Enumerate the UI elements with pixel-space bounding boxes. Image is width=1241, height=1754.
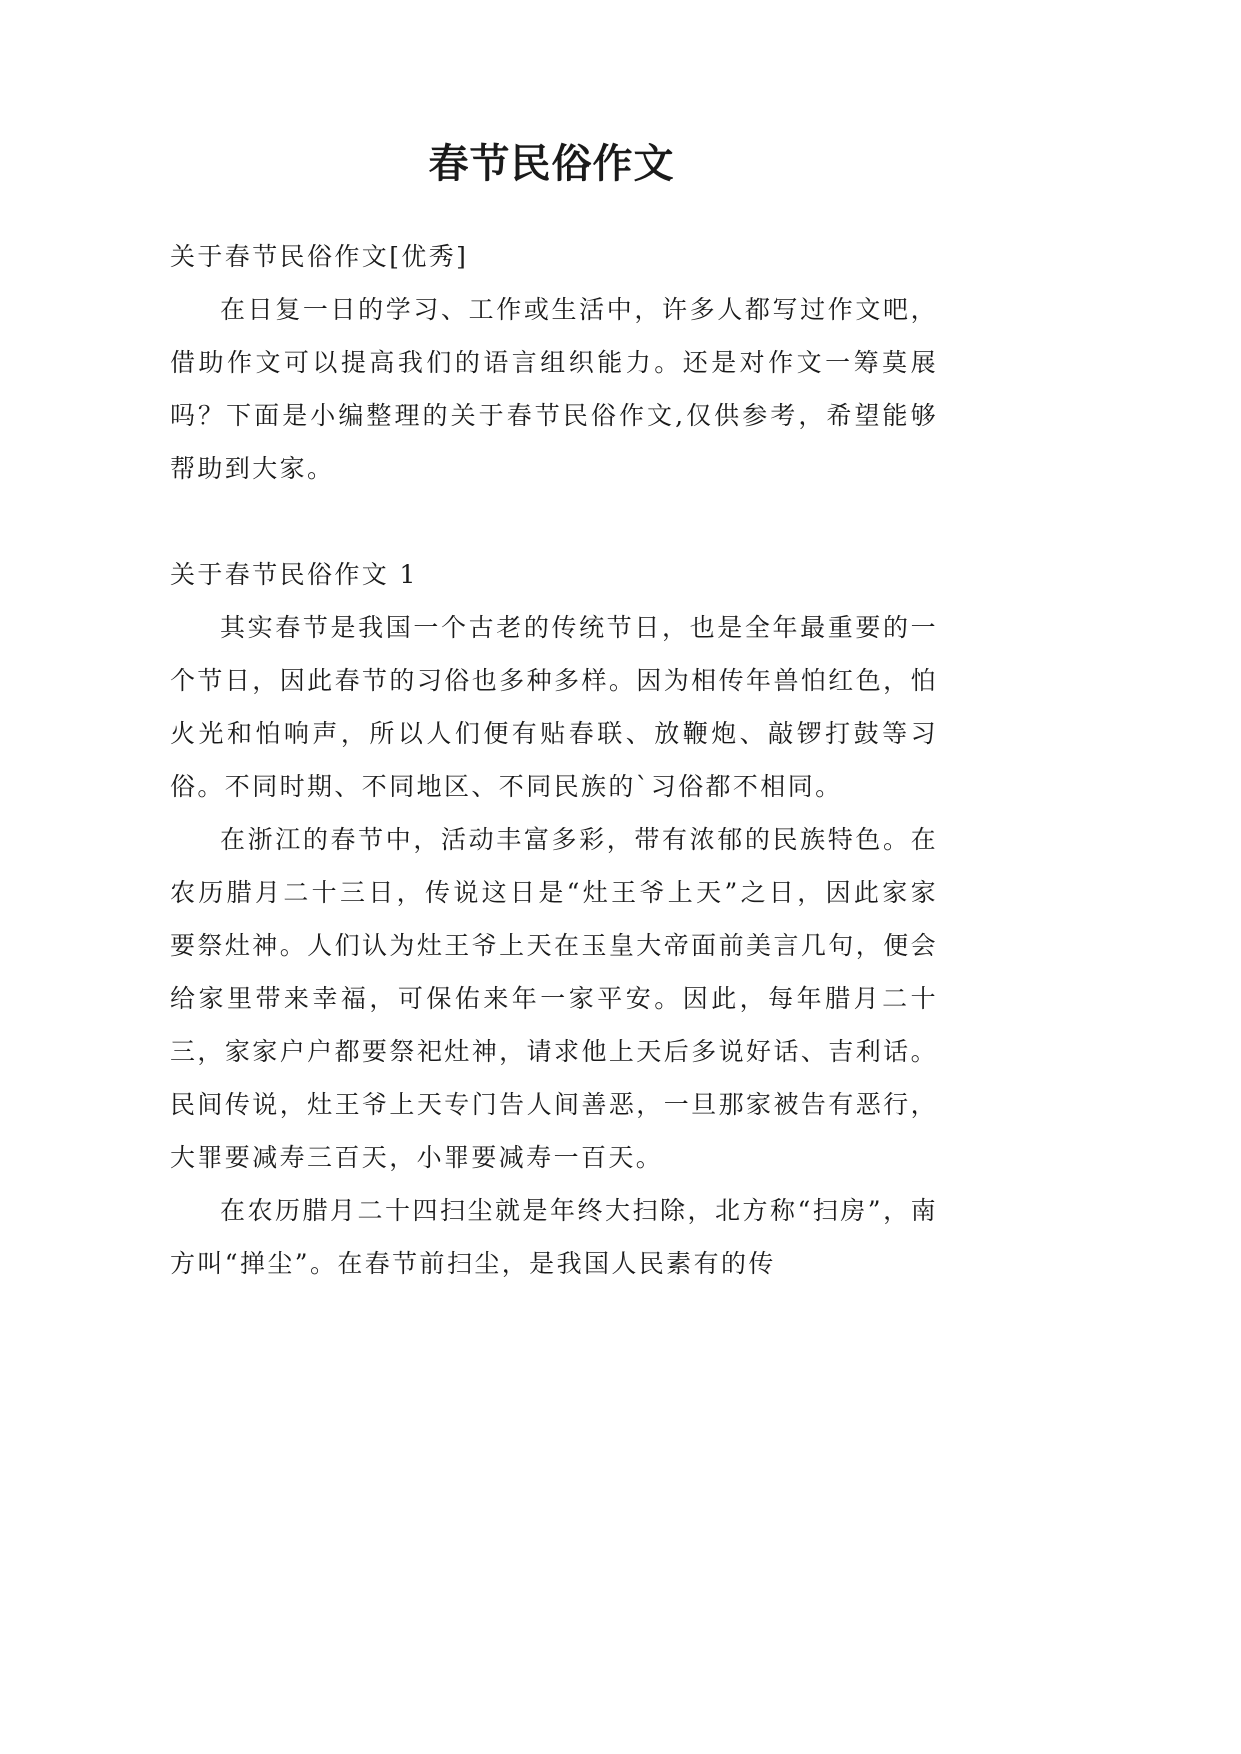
body-paragraph: 在农历腊月二十四扫尘就是年终大扫除，北方称“扫房”，南方叫“掸尘”。在春节前扫尘，是我国人民素有的传 — [170, 1196, 938, 1278]
document-title: 春节民俗作文 — [428, 141, 675, 187]
intro-paragraph: 在日复一日的学习、工作或生活中，许多人都写过作文吧，借助作文可以提高我们的语言组织能力。还是对作文一筹莫展吗？下面是小编整理的关于春节民俗作文,仅供参考，希望能够帮助到大家。 — [170, 295, 938, 483]
paragraph-spacer — [170, 495, 938, 548]
body-paragraph: 在浙江的春节中，活动丰富多彩，带有浓郁的民族特色。在农历腊月二十三日，传说这日是“灶王爷上天”之日，因此家家要祭灶神。人们认为灶王爷上天在玉皇大帝面前美言几句，便会给家里带来幸福，可保佑来年一家平安。因此，每年腊月二十三，家家户户都要祭祀灶神，请求他上天后多说好话、吉利话。民间传说，灶王爷上天专门告人间善恶，一旦那家被告有恶行，大罪要减寿三百天，小罪要减寿一百天。 — [170, 825, 938, 1172]
document-subtitle: 关于春节民俗作文[优秀] — [170, 242, 469, 271]
section-heading: 关于春节民俗作文 1 — [170, 560, 418, 589]
document-body — [170, 230, 938, 1290]
body-paragraph: 其实春节是我国一个古老的传统节日，也是全年最重要的一个节日，因此春节的习俗也多种多样。因为相传年兽怕红色，怕火光和怕响声，所以人们便有贴春联、放鞭炮、敲锣打鼓等习俗。不同时期、不同地区、不同民族的`习俗都不相同。 — [170, 613, 938, 801]
